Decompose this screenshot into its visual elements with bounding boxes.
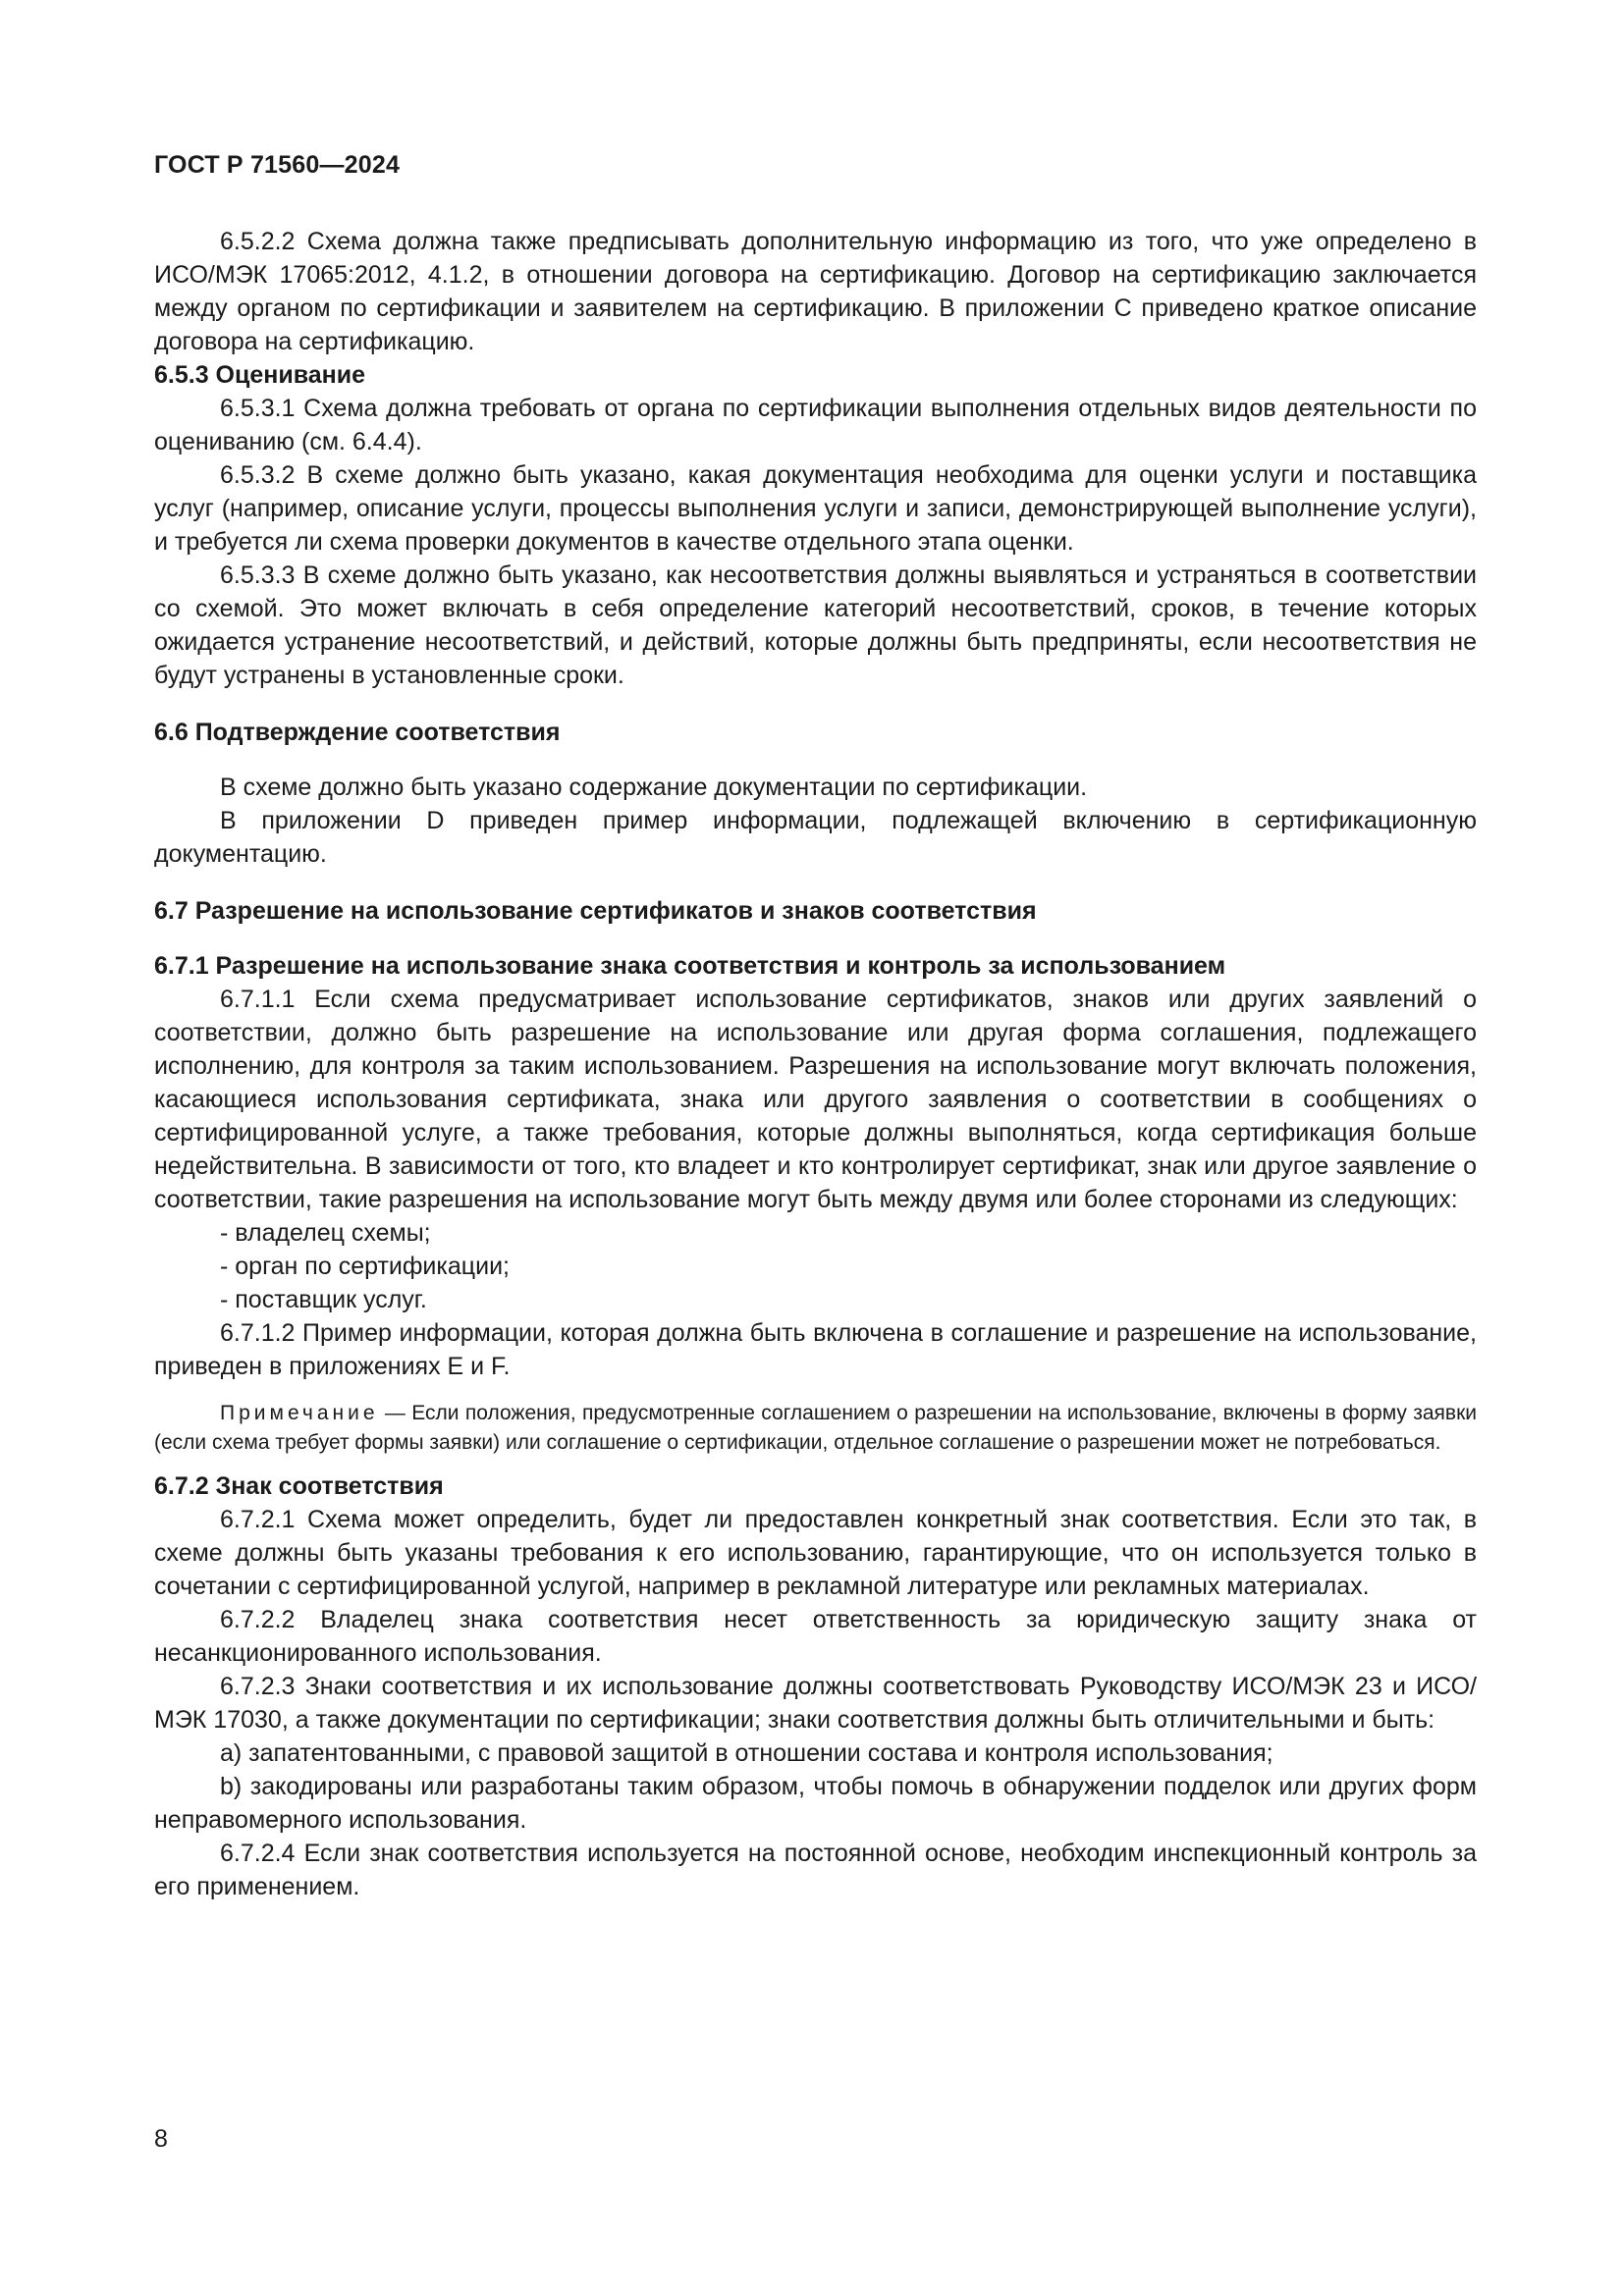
paragraph-6-5-3-1: 6.5.3.1 Схема должна требовать от органа по сертификации выполнения отдельных видов деятельности по оцениванию (см. 6.4.4). — [154, 395, 1477, 455]
note-text: — Если положения, предусмотренные соглашением о разрешении на использование, включены в форму заявки (если схема требует формы заявки) или соглашение о сертификации, отдельное соглашение о разрешении может не потребоваться. — [154, 1402, 1477, 1454]
paragraph-6-7-2-3-a: a) запатентованными, с правовой защитой в отношении состава и контроля использования; — [220, 1739, 1273, 1767]
paragraph-6-6-b: В приложении D приведен пример информации, подлежащей включению в сертификационную документацию. — [154, 807, 1477, 868]
paragraph-6-5-3-3: 6.5.3.3 В схеме должно быть указано, как несоответствия должны выявляться и устраняться в соответствии со схемой. Это может включать в себя определение категорий несоответствий, сроков, в течение которых ожидается устранение несоответствий, и действий, которые должны быть предприняты, если несоответствия не будут устранены в установленные сроки. — [154, 561, 1477, 689]
list-item: - орган по сертификации; — [220, 1253, 510, 1280]
page-number: 8 — [154, 2125, 168, 2153]
heading-6-7: 6.7 Разрешение на использование сертификатов и знаков соответствия — [154, 897, 1037, 925]
note-label: Примечание — [220, 1402, 379, 1424]
paragraph-6-7-2-1: 6.7.2.1 Схема может определить, будет ли предоставлен конкретный знак соответствия. Если это так, в схеме должны быть указаны требования к его использованию, гарантирующие, что он используется только в сочетании с сертифицированной услугой, например в рекламной литературе или рекламных материалах. — [154, 1506, 1477, 1600]
heading-6-7-1: 6.7.1 Разрешение на использование знака соответствия и контроль за использованием — [154, 952, 1226, 980]
document-body — [154, 225, 1477, 1903]
list-item: - поставщик услуг. — [220, 1286, 427, 1313]
paragraph-6-7-1-1: 6.7.1.1 Если схема предусматривает использование сертификатов, знаков или других заявлений о соответствии, должно быть разрешение на использование или другая форма соглашения, подлежащего исполнению, для контроля за таким использованием. Разрешения на использование могут включать положения, касающиеся использования сертификата, знака или другого заявления о соответствии в сообщениях о сертифицированной услуге, а также требования, которые должны выполняться, когда сертификация больше недействительна. В зависимости от того, кто владеет и кто контролирует сертификат, знак или другое заявление о соответствии, такие разрешения на использование могут быть между двумя или более сторонами из следующих: — [154, 986, 1477, 1213]
document-header: ГОСТ Р 71560—2024 — [154, 151, 401, 179]
paragraph-6-7-2-2: 6.7.2.2 Владелец знака соответствия несет ответственность за юридическую защиту знака от несанкционированного использования. — [154, 1606, 1477, 1667]
heading-6-7-2: 6.7.2 Знак соответствия — [154, 1472, 444, 1500]
heading-6-5-3: 6.5.3 Оценивание — [154, 361, 366, 389]
paragraph-6-7-2-4: 6.7.2.4 Если знак соответствия используется на постоянной основе, необходим инспекционный контроль за его применением. — [154, 1840, 1477, 1900]
list-item: - владелец схемы; — [220, 1219, 431, 1247]
paragraph-6-6-a: В схеме должно быть указано содержание документации по сертификации. — [220, 774, 1088, 801]
paragraph-6-5-3-2: 6.5.3.2 В схеме должно быть указано, какая документация необходима для оценки услуги и поставщика услуг (например, описание услуги, процессы выполнения услуги и записи, демонстрирующей выполнение услуги), и требуется ли схема проверки документов в качестве отдельного этапа оценки. — [154, 461, 1477, 556]
paragraph-6-7-2-3-b: b) закодированы или разработаны таким образом, чтобы помочь в обнаружении подделок или других форм неправомерного использования. — [154, 1773, 1477, 1834]
paragraph-6-7-1-2: 6.7.1.2 Пример информации, которая должна быть включена в соглашение и разрешение на использование, приведен в приложениях E и F. — [154, 1319, 1477, 1380]
note — [154, 1399, 1477, 1458]
heading-6-6: 6.6 Подтверждение соответствия — [154, 719, 561, 746]
paragraph-6-7-2-3: 6.7.2.3 Знаки соответствия и их использование должны соответствовать Руководству ИСО/МЭК 23 и ИСО/МЭК 17030, а также документации по сертификации; знаки соответствия должны быть отличительными и быть: — [154, 1673, 1477, 1734]
paragraph-6-5-2-2: 6.5.2.2 Схема должна также предписывать дополнительную информацию из того, что уже определено в ИСО/МЭК 17065:2012, 4.1.2, в отношении договора на сертификацию. Договор на сертификацию заключается между органом по сертификации и заявителем на сертификацию. В приложении С приведено краткое описание договора на сертификацию. — [154, 228, 1477, 355]
